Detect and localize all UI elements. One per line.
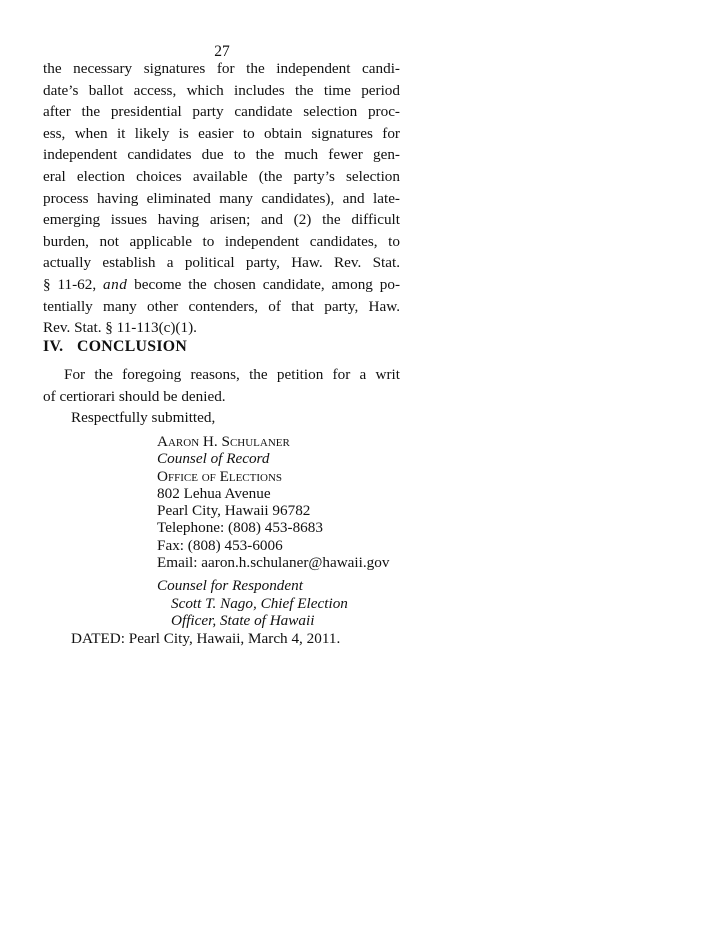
text-line: actually establish a political party, Haw. Rev. Stat. xyxy=(43,254,400,272)
email: Email: aaron.h.schulaner@hawaii.gov xyxy=(157,554,390,572)
closing-text: Respectfully submitted, xyxy=(71,409,216,426)
text-line: tentially many other contenders, of that party, Haw. xyxy=(43,297,400,315)
section-heading xyxy=(43,338,187,356)
conclusion-paragraph xyxy=(43,364,400,407)
heading-title: CONCLUSION xyxy=(77,338,188,355)
heading-number: IV. xyxy=(43,338,64,355)
respondent-line-1: Scott T. Nago, Chief Election xyxy=(171,594,348,612)
text-line: eral election choices available (the party’s selection xyxy=(43,167,400,185)
page-number: 27 xyxy=(214,43,230,60)
continuation-paragraph xyxy=(43,58,400,339)
text-line: the necessary signatures for the independent candi- xyxy=(43,60,400,77)
text-fragment: become the chosen candidate, among po- xyxy=(127,275,400,293)
text-line: after the presidential party candidate selection proc- xyxy=(43,103,400,121)
dated-line: DATED: Pearl City, Hawaii, March 4, 2011. xyxy=(71,630,341,647)
fax: Fax: (808) 453-6006 xyxy=(157,536,283,554)
text-line: date’s ballot access, which includes the time period xyxy=(43,81,400,99)
text-line: ess, when it likely is easier to obtain signatures for xyxy=(43,124,400,142)
text-fragment: § 11-62, xyxy=(43,275,103,293)
respondent-line-2: Officer, State of Hawaii xyxy=(171,611,315,629)
text-line: process having eliminated many candidates), and late- xyxy=(43,189,400,207)
counsel-name: Aaron H. Schulaner xyxy=(157,433,290,450)
text-line: Rev. Stat. § 11-113(c)(1). xyxy=(43,319,197,337)
text-line: For the foregoing reasons, the petition for a writ xyxy=(64,366,400,383)
text-line: of certiorari should be denied. xyxy=(43,387,226,405)
counsel-role: Counsel of Record xyxy=(157,450,270,468)
italic-word: and xyxy=(103,275,128,293)
telephone: Telephone: (808) 453-8683 xyxy=(157,519,323,537)
address-line-1: 802 Lehua Avenue xyxy=(157,484,271,502)
text-line: independent candidates due to the much fewer gen- xyxy=(43,146,400,164)
counsel-for: Counsel for Respondent xyxy=(157,577,303,595)
signature-block xyxy=(157,433,389,629)
text-line-with-italic xyxy=(43,274,400,296)
text-line: emerging issues having arisen; and (2) the difficult xyxy=(43,211,400,229)
text-line: burden, not applicable to independent candidates, to xyxy=(43,232,400,250)
address-line-2: Pearl City, Hawaii 96782 xyxy=(157,502,311,520)
office-name: Office of Elections xyxy=(157,467,283,485)
